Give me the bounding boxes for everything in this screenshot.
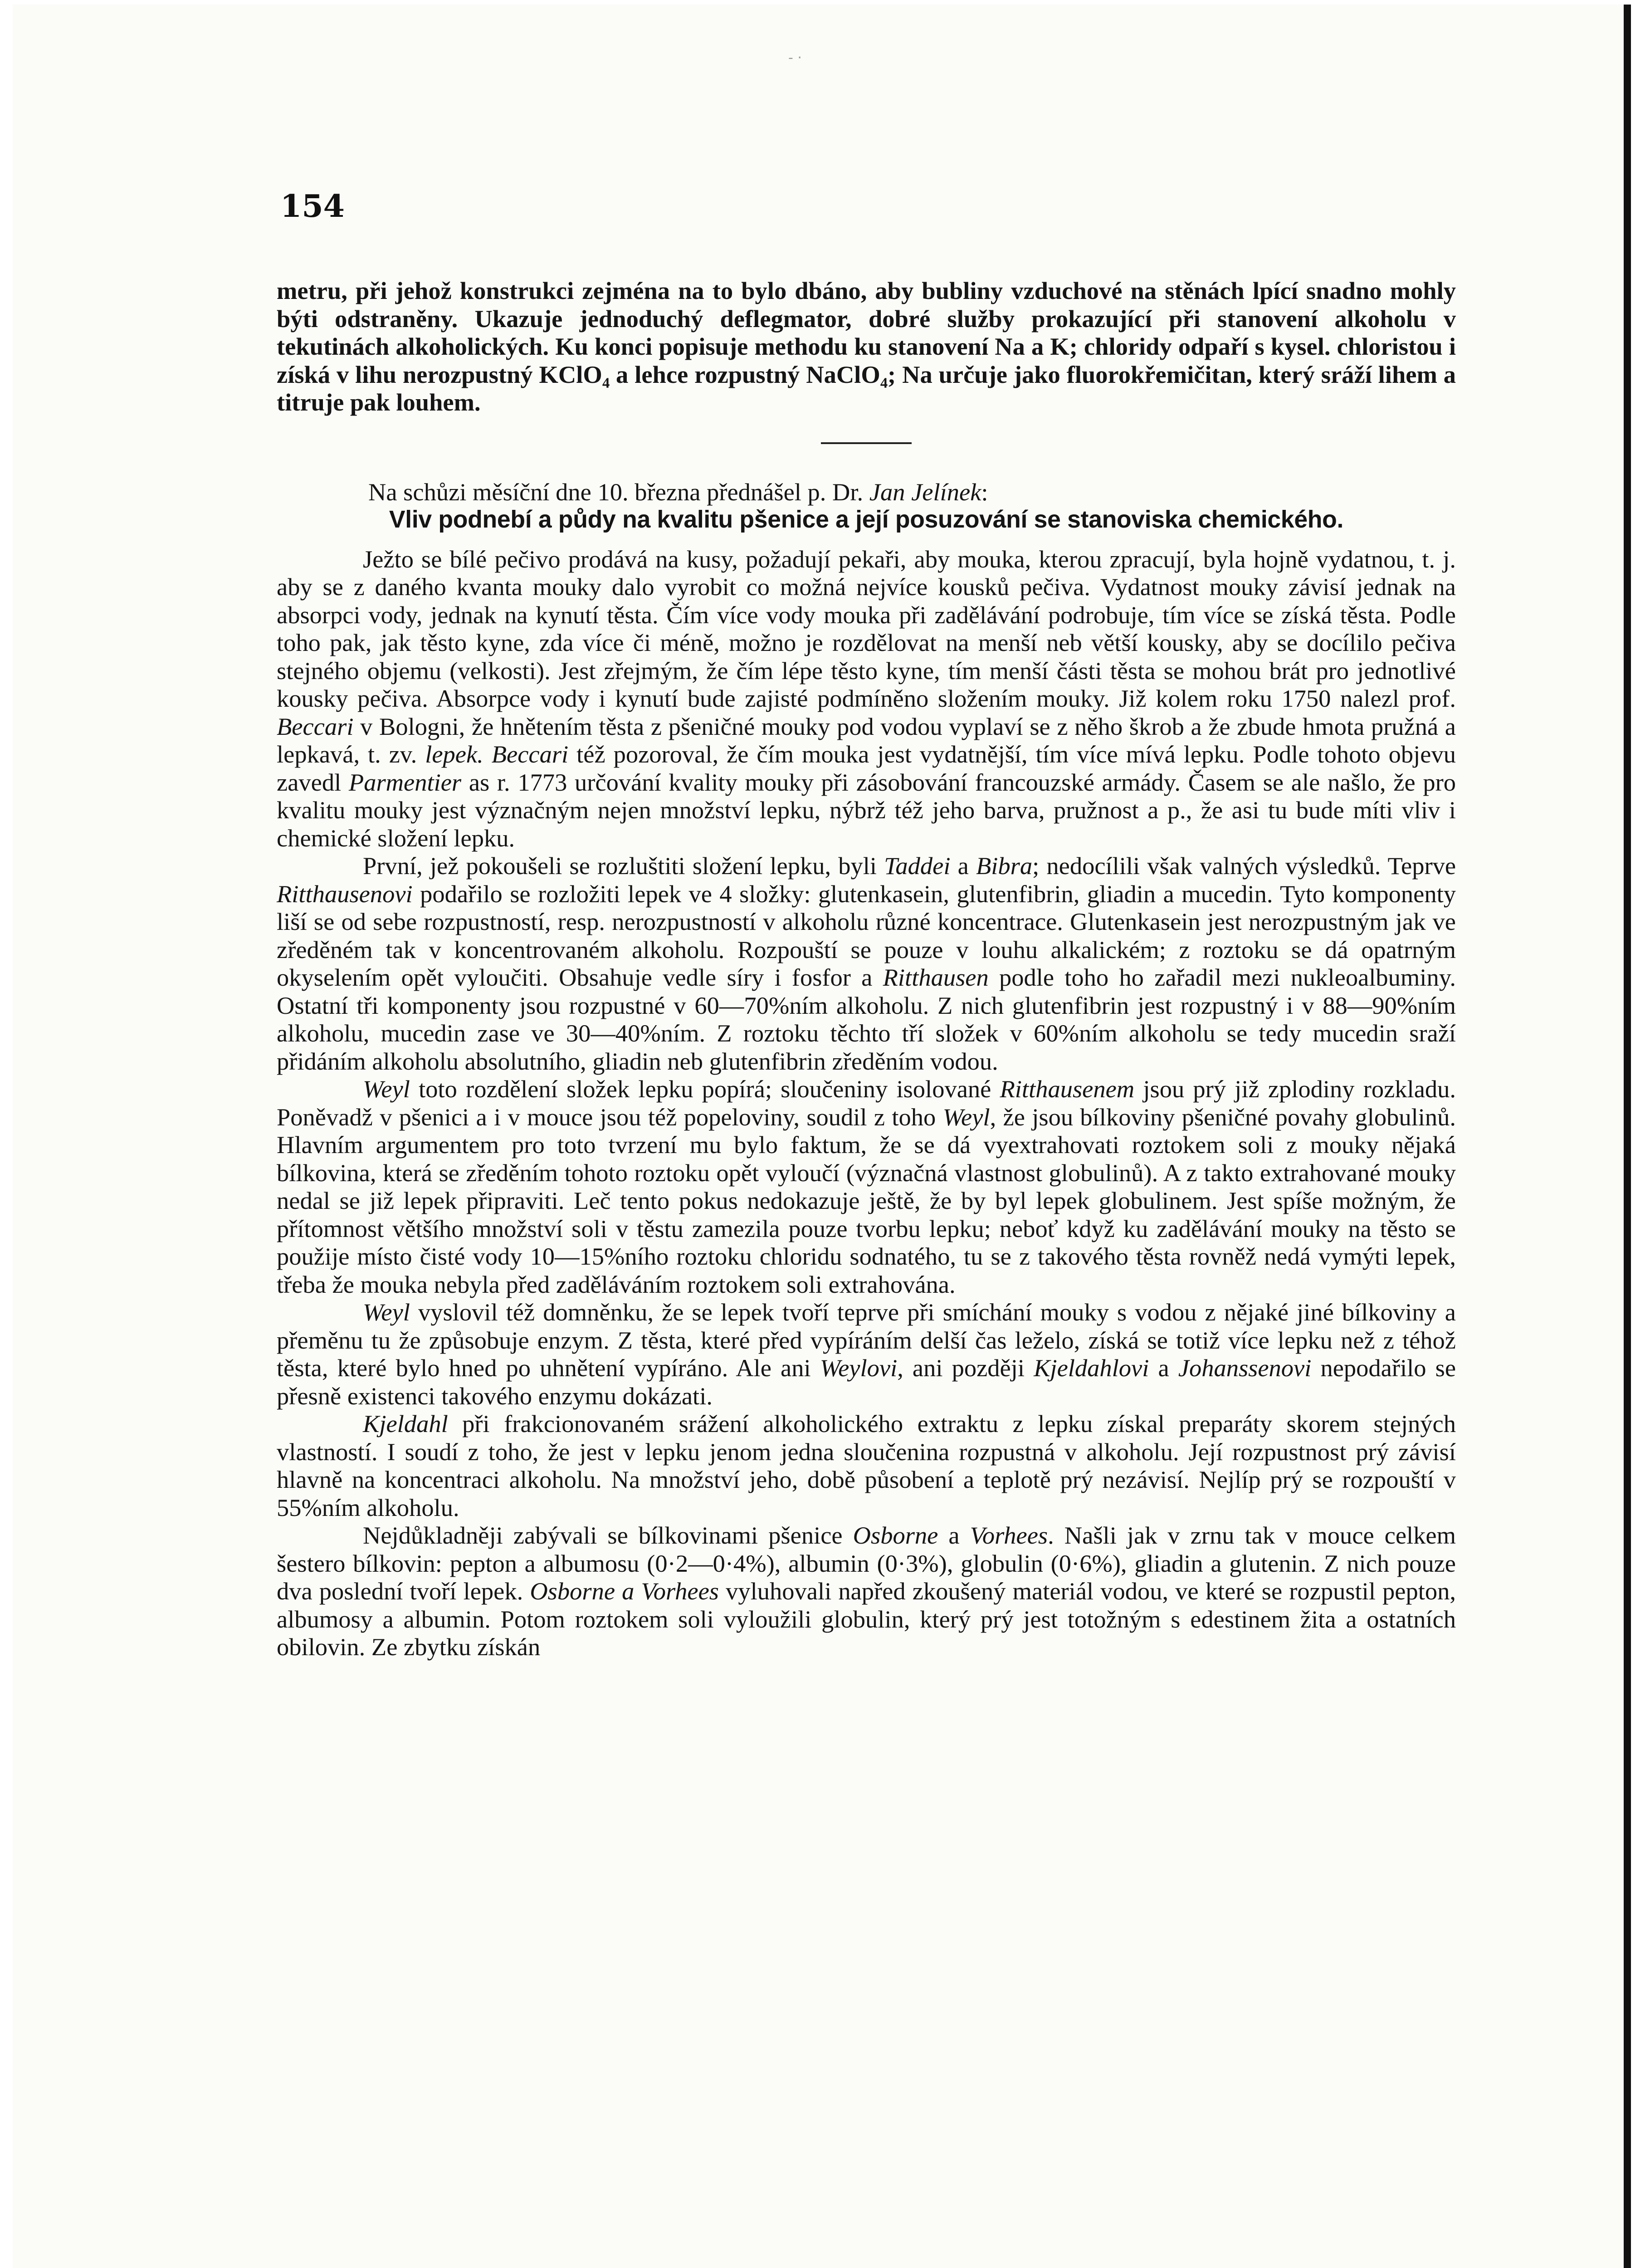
announcement-prefix: Na schůzi měsíční dne 10. března přednášel p. Dr. [368,478,864,506]
paragraph-2 [277,852,1456,1075]
text-run: ; nedocílili však valných výsledků. Teprve [1032,852,1456,880]
text-run: . Našli jak v zrnu tak v mouce celkem šestero bílkovin: pepton a albumosu (0·2—0·4%), albumin (0·3%), globulin (0·6%), gliadin a glutenin. Z nich pouze dva poslední tvoří lepek. [277,1521,1456,1605]
person-name: Bibra [976,852,1033,880]
text-run: a [957,852,969,880]
person-name: Beccari [491,740,569,768]
person-name: Weylovi [820,1354,898,1382]
document-page [13,5,1631,2268]
paragraph-1 [277,545,1456,852]
text-run: toto rozdělení složek lepku popírá; sloučeniny isolované [419,1075,991,1103]
text-run: podařilo se rozložiti lepek ve 4 složky: glutenkasein, glutenfibrin, gliadin a mucedin. Tyto komponenty liší se od sebe rozpustností, resp. nerozpustností v alkoholu různé koncentrace. Glutenkasein jest nerozpustným jak ve zředěném tak v koncentrovaném alkoholu. Rozpouští se pouze v louhu alkalickém; z roztoku se dá opatrným okyselením opět vyloučiti. Obsahuje vedle síry i fosfor a [277,880,1456,991]
person-name: Beccari [277,712,354,740]
paragraph-6 [277,1521,1456,1661]
text-run: nepodařilo se přesně existenci takového enzymu dokázati. [277,1354,1456,1410]
text-run: též pozoroval, že čím mouka jest vydatnější, tím více mívá lepku. Podle tohoto objevu zavedl [277,740,1456,796]
person-name: Vorhees [970,1521,1048,1549]
text-run: , ani později [897,1354,1025,1382]
term: lepek. [425,740,483,768]
person-name: Weyl [363,1298,410,1326]
page-top-mark: - · [788,50,802,66]
text-run: vyluhovali napřed zkoušený materiál vodou, ve které se rozpustil pepton, albumosy a albumin. Potom roztokem soli vyloužili globulin, který prý jest totožným s edestinem žita a ostatních obilovin. Ze zbytku získán [277,1577,1456,1661]
text-run: as r. 1773 určování kvality mouky při zásobování francouzské armády. Časem se ale našlo, že pro kvalitu mouky jest význačným nejen množství lepku, nýbrž též jeho barva, pružnost a p., že asi tu bude míti vliv i chemické složení lepku. [277,768,1456,852]
intro-paragraph: metru, při jehož konstrukci zejména na to bylo dbáno, aby bubliny vzduchové na stěnách lpící snadno mohly býti odstraněny. Ukazuje jednoduchý deflegmator, dobré služby prokazující při stanovení alkoholu v tekutinách alkoholických. Ku konci popisuje methodu ku stanovení Na a K; chloridy odpaří s kysel. chloristou i získá v lihu nerozpustný KClO₄ a lehce rozpustný NaClO₄; Na určuje jako fluorokřemičitan, který sráží lihem a titruje pak louhem. [277,277,1456,416]
announcement-suffix: : [981,478,988,506]
text-run: , že jsou bílkoviny pšeničné povahy globulinů. Hlavním argumentem pro toto tvrzení mu bylo faktum, že se dá vyextrahovati roztokem soli z mouky nějaká bílkovina, která se zředěním tohoto roztoku opět vyloučí (význačná vlastnost globulinů). A z takto extrahované mouky nedal se již lepek připraviti. Leč tento pokus nedokazuje ještě, že by byl lepek globulinem. Jest spíše možným, že přítomnost většího množství soli v těstu zamezila pouze tvorbu lepku; neboť když ku zadělávání mouky na těsto se použije místo čisté vody 10—15%ního roztoku chloridu sodnatého, tu se z takového těsta rovněž nedá vymýti lepek, třeba že mouka nebyla před zaděláváním roztokem soli extrahována. [277,1103,1456,1298]
person-name: Weyl [942,1103,990,1131]
text-run: Ježto se bílé pečivo prodává na kusy, požadují pekaři, aby mouka, kterou zpracují, byla hojně vydatnou, t. j. aby se z daného kvanta mouky dalo vyrobit co možná nejvíce kousků pečiva. Vydatnost mouky závisí jednak na absorpci vody, jednak na kynutí těsta. Čím více vody mouka při zadělávání podrobuje, tím více se získá těsta. Podle toho pak, jak těsto kyne, zda více či méně, možno je rozdělovat na menší neb větší kousky, aby se docílilo pečiva stejného objemu (velkosti). Jest zřejmým, že čím lépe těsto kyne, tím menší části těsta se mohou brát pro jednotlivé kousky pečiva. Absorpce vody i kynutí bude zajisté podmíněno složením mouky. Již kolem roku 1750 nalezl prof. [277,545,1456,712]
article-title: Vliv podnebí a půdy na kvalitu pšenice a její posuzování se stanoviska chemického. [389,506,1344,533]
person-name: Kjeldahl [363,1410,448,1437]
text-run: v Bologni, že hnětením těsta z pšeničné mouky pod vodou vyplaví se z něho škrob a že zbude hmota pružná a lepkavá, t. zv. [277,712,1456,768]
text-run: vyslovil též domněnku, že se lepek tvoří teprve při smíchání mouky s vodou z nějaké jiné bílkoviny a přeměnu tu že způsobuje enzym. Z těsta, které před vypíráním delší čas leželo, získá se totiž více lepku než z téhož těsta, které bylo hned po uhnětení vypíráno. Ale ani [277,1298,1456,1382]
lecture-announcement [277,478,1456,506]
text-run: a [1158,1354,1169,1382]
text-run: podle toho ho zařadil mezi nukleoalbuminy. Ostatní tři komponenty jsou rozpustné v 60—70%ním alkoholu. Z nich glutenfibrin jest rozpustný i v 88—90%ním alkoholu, mucedin zase ve 30—40%ním. Z roztoku těchto tří složek v 60%ním alkoholu se tedy mucedin sraží přidáním alkoholu absolutního, gliadin neb glutenfibrin zředěním vodou. [277,963,1456,1075]
speaker-name: Jan Jelínek [869,478,981,506]
text-run: jsou prý již zplodiny rozkladu. Poněvadž v pšenici a i v mouce jsou též popeloviny, soudil z toho [277,1075,1456,1131]
text-run: První, jež pokoušeli se rozluštiti složení lepku, byli [363,852,877,880]
person-name: Ritthausen [883,963,989,991]
person-name: Johanssenovi [1178,1354,1312,1382]
page-number: 154 [280,188,345,225]
text-run: při frakcionovaném srážení alkoholického extraktu z lepku získal preparáty skorem stejných vlastností. I soudí z toho, že jest v lepku jenom jedna sloučenina rozpustná v alkoholu. Její rozpustnost prý závisí hlavně na koncentraci alkoholu. Na množství jeho, době působení a teplotě prý nezávisí. Nejlíp prý se rozpouští v 55%ním alkoholu. [277,1410,1456,1521]
text-run: a [948,1521,960,1549]
person-name: Ritthausenovi [277,880,413,908]
person-name: Taddei [884,852,951,880]
person-name: Osborne [853,1521,938,1549]
paragraph-3 [277,1075,1456,1298]
text-run: Nejdůkladněji zabývali se bílkovinami pšenice [363,1521,843,1549]
person-name: Weyl [363,1075,410,1103]
person-name: Kjeldahlovi [1034,1354,1149,1382]
body-text [277,277,1456,1661]
person-name: Parmentier [348,768,462,796]
paragraph-5 [277,1410,1456,1521]
section-divider [821,442,912,444]
person-name: Ritthausenem [1000,1075,1135,1103]
paragraph-4 [277,1298,1456,1410]
person-name: Osborne a Vorhees [530,1577,719,1605]
